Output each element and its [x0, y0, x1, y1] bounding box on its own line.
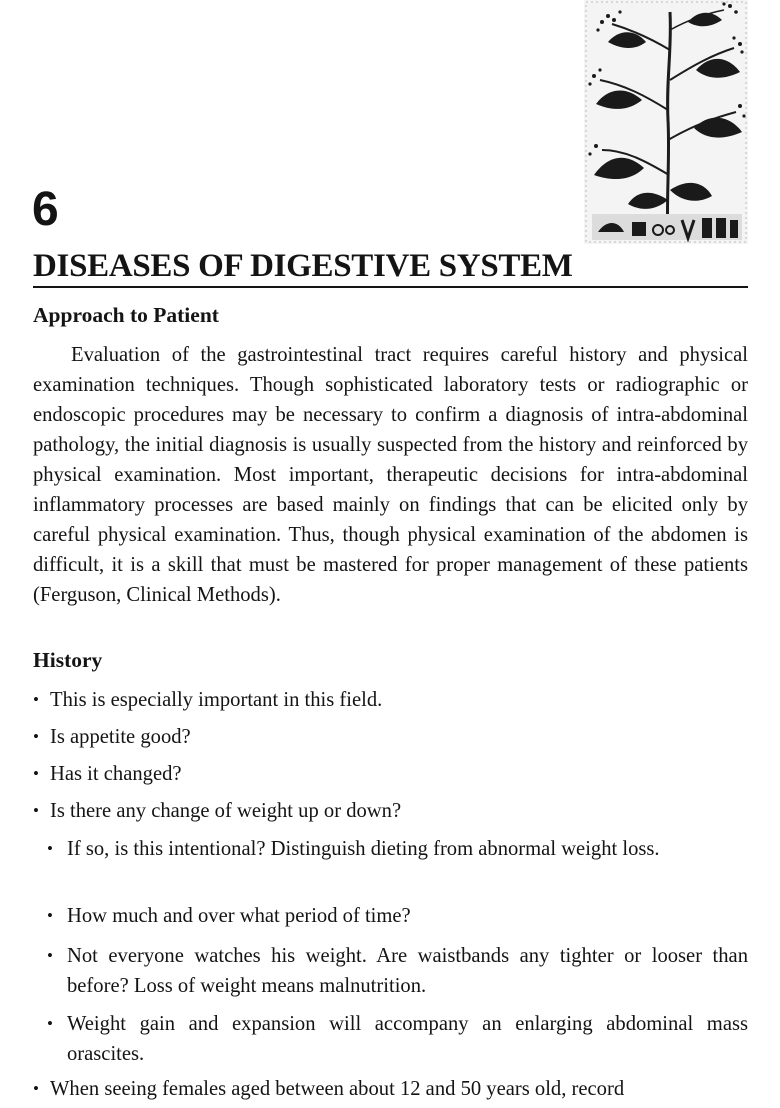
- list-item-text: Weight gain and expansion will accompany an enlarging abdominal mass orascites.: [67, 1013, 748, 1065]
- bullet-icon: •: [47, 839, 53, 858]
- list-item: [47, 941, 748, 1001]
- list-item-text: How much and over what period of time?: [67, 905, 411, 927]
- list-item: [47, 834, 748, 864]
- list-item-text: Is there any change of weight up or down?: [50, 800, 402, 822]
- list-item: [33, 685, 748, 715]
- chapter-title: DISEASES OF DIGESTIVE SYSTEM: [33, 248, 573, 284]
- bullet-icon: •: [33, 1079, 39, 1098]
- bullet-icon: •: [47, 1014, 53, 1033]
- approach-paragraph: Evaluation of the gastrointestinal tract requires careful history and physical examination techniques. Though sophisticated laboratory tests or radiographic or endoscopic procedures may be necessary to confirm a diagnosis of intra-abdominal pathology, the initial diagnosis is usually suspected from the history and reinforced by physical examination. Most important, therapeutic decisions for intra-abdominal inflammatory processes are based mainly on findings that can be elicited only by careful physical examination. Thus, though physical examination of the abdomen is difficult, it is a skill that must be mastered for proper management of these patients (Ferguson, Clinical Methods).: [33, 344, 748, 606]
- section-heading-approach: Approach to Patient: [33, 303, 219, 327]
- list-item-text: Has it changed?: [50, 763, 182, 785]
- bullet-icon: •: [47, 906, 53, 925]
- chapter-number: 6: [32, 183, 59, 236]
- section-heading-history: History: [33, 648, 103, 672]
- botanical-plant-illustration: [584, 0, 748, 244]
- list-item: [33, 796, 748, 826]
- list-item: [47, 901, 748, 931]
- list-item: [47, 1009, 748, 1069]
- bullet-icon: •: [33, 801, 39, 820]
- list-item-text: If so, is this intentional? Distinguish dieting from abnormal weight loss.: [67, 838, 660, 860]
- list-item: [33, 1074, 748, 1104]
- bullet-icon: •: [47, 946, 53, 965]
- list-item-text: Not everyone watches his weight. Are waistbands any tighter or looser than before? Loss of weight means malnutrition.: [67, 945, 748, 997]
- title-divider: [33, 286, 748, 288]
- list-item-text: When seeing females aged between about 12 and 50 years old, record: [50, 1078, 625, 1100]
- list-item: [33, 722, 748, 752]
- bullet-icon: •: [33, 690, 39, 709]
- list-item-text: This is especially important in this field.: [50, 689, 383, 711]
- list-item: [33, 759, 748, 789]
- bullet-icon: •: [33, 764, 39, 783]
- bullet-icon: •: [33, 727, 39, 746]
- list-item-text: Is appetite good?: [50, 726, 191, 748]
